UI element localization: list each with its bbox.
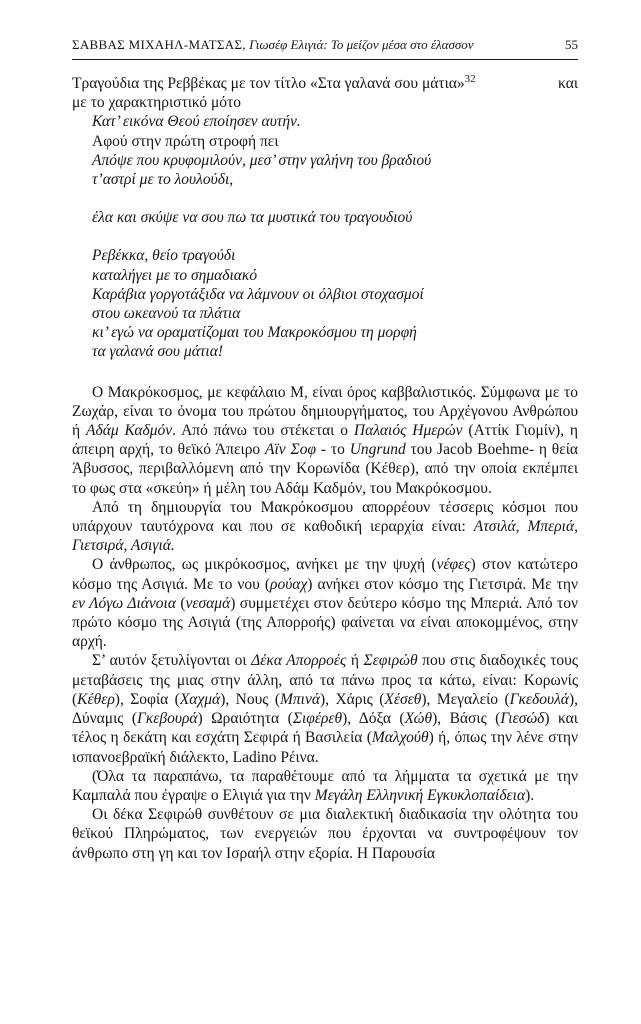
poem-line: καταλήγει με το σημαδιακό xyxy=(92,266,258,284)
page-number: 55 xyxy=(565,37,578,52)
stanza-gap xyxy=(92,227,578,246)
poem-line: έλα και σκύψε να σου πω τα μυστικά του τραγουδιού xyxy=(92,209,413,227)
poem-line: Αφού στην πρώτη στροφή πει xyxy=(92,132,279,150)
poem-line: Καράβια γοργοτάξιδα να λάμνουν οι όλβιοι στοχασμοί xyxy=(92,285,424,303)
poem-line: Ρεβέκκα, θείο τραγούδι xyxy=(92,247,236,265)
footnote-ref: 32 xyxy=(464,73,476,85)
running-head-title: Γιωσέφ Ελιγιά: Το μείζον μέσα στο έλασσον xyxy=(249,37,474,52)
poem-line: τ’αστρί με το λουλούδι, xyxy=(92,171,234,189)
poem-line: στου ωκεανού τα πλάτια xyxy=(92,305,241,323)
poem-motto: Κατ’ εικόνα Θεού εποίησεν αυτήν. xyxy=(92,113,301,131)
poem-line: τα γαλανά σου μάτια! xyxy=(92,343,223,361)
running-head-author: ΣΑΒΒΑΣ ΜΙΧΑΗΛ-ΜΑΤΣΑΣ, xyxy=(72,37,246,52)
poem-line: Απόψε που κρυφομιλούν, μεσ’ στην γαλήνη του βραδιού xyxy=(92,151,432,169)
poem-quote xyxy=(72,112,578,361)
paragraph-macrocosm: Ο Μακρόκοσμος, με κεφάλαιο Μ, είναι όρος καββαλιστικός. Σύμφωνα με το Ζωχάρ, είναι το όνομα του πρώτου δημιουργήματος, του Αρχέγονου Ανθρώπου ή Αδάμ Καδμόν. Από πάνω του στέκεται ο Παλαιός Ημερών (Αττίκ Γιομίν), η άπειρη αρχή, το θεϊκό Άπειρο Αϊν Σοφ - το Ungrund του Jacob Boehme- η θεία Άβυσσος, περιβαλλόμενη από την Κορωνίδα (Κέθερ), από την οποία εκπέμπει το φως στα «σκεύη» ή μέλη του Αδάμ Καδμόν, του Μακρόκοσμου. xyxy=(72,383,579,497)
paragraph-source-note: (Όλα τα παραπάνω, τα παραθέτουμε από τα λήμματα τα σχετικά με την Καμπαλά που έγραψε ο Ελιγιά για την Μεγάλη Ελληνική Εγκυκλοπαίδεια). xyxy=(72,767,578,804)
section-gap xyxy=(72,362,578,383)
paragraph-four-worlds: Από τη δημιουργία του Μακρόκοσμου απορρέουν τέσσερις κόσμοι που υπάρχουν ταυτόχρονα και που σε καθοδική ιεραρχία είναι: Ατσιλά, Μπεριά, Γιετσιρά, Ασιγιά. xyxy=(72,498,578,555)
main-text xyxy=(72,74,578,863)
running-head xyxy=(72,36,578,54)
paragraph-pleroma: Οι δέκα Σεφιρώθ συνθέτουν σε μια διαλεκτική διαδικασία την ολότητα του θεϊκού Πληρώματος, των ενεργειών που έρχονται να συντροφέψουν τον άνθρωπο στη γη και τον Ισραήλ στην εξορία. Η Παρουσία xyxy=(72,806,578,862)
paragraph-sefirot: Σ’ αυτόν ξετυλίγονται οι Δέκα Απορροές ή Σεφιρώθ που στις διαδοχικές τους μεταβάσεις της μιας στην άλλη, από τα πάνω προς τα κάτω, είναι: Κορωνίς (Κέθερ), Σοφία (Χαχμά), Νους (Μπινά), Χάρις (Χέσεθ), Μεγαλείο (Γκεδουλά), Δύναμις (Γκεβουρά) Ωραιότητα (Σιφέρεθ), Δόξα (Χώθ), Βάσις (Γιεσώδ) και τέλος η δεκάτη και εσχάτη Σεφιρά ή Βασιλεία (Μαλχούθ) ή, όπως την λένε στην ισπανοεβραϊκή διάλεκτο, Ladino Ρέινα. xyxy=(72,652,578,766)
intro-text: Τραγούδια της Ρεββέκας με τον τίτλο «Στα γαλανά σου μάτια» xyxy=(72,75,465,92)
intro-line-1 xyxy=(72,74,578,93)
poem-line: κι’ εγώ να οραματίζομαι του Μακροκόσμου τη μορφή xyxy=(92,324,417,342)
stanza-gap xyxy=(92,189,578,208)
paragraph-microcosm: Ο άνθρωπος, ως μικρόκοσμος, ανήκει με την ψυχή (νέφες) στον κατώτερο κόσμο της Ασιγιά. Με το νου (ρούαχ) ανήκει στον κόσμο της Γιετσιρά. Με την εν Λόγω Διάνοια (νεσαμά) συμμετέχει στον δεύτερο κόσμο της Μπεριά. Από τον πρώτο κόσμο της Ασιγιά (της Απορροής) φαίνεται να είναι αποκομμένος, στην αρχή. xyxy=(72,556,579,651)
intro-line-2: με το χαρακτηριστικό μότο xyxy=(72,94,242,112)
header-rule xyxy=(72,59,578,60)
intro-line-end: και xyxy=(558,75,578,92)
